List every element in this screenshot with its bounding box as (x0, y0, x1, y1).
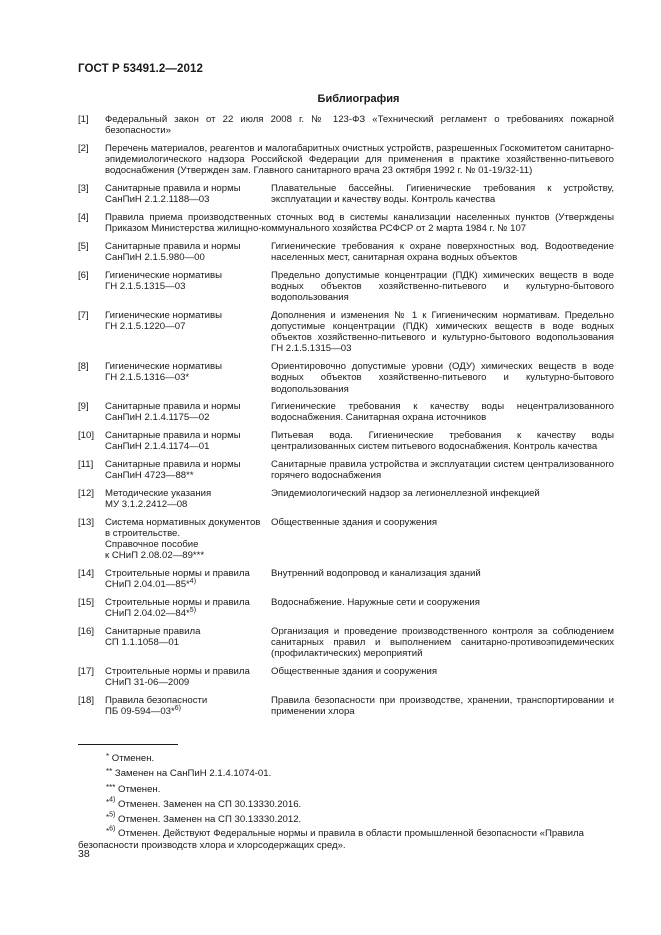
entry-number: [14] (78, 568, 95, 580)
bibliography-entry (78, 361, 614, 395)
document-type: Санитарные правила и нормы (105, 183, 241, 195)
bibliography-entry (78, 666, 614, 688)
entry-description: Питьевая вода. Гигиенические требования к качеству воды централизованных систем питьевого водоснабжения. Контроль качества (271, 430, 614, 453)
entry-document (105, 666, 270, 688)
entry-description: Ориентировочно допустимые уровни (ОДУ) химических веществ в воде водных объектов хозяйственно-питьевого и культурно-бытового водопользования (271, 361, 614, 395)
entry-number: [7] (78, 309, 89, 321)
entry-number: [1] (78, 114, 89, 125)
entry-number: [5] (78, 240, 89, 252)
bibliography-entry (78, 270, 614, 304)
document-code: к СНиП 2.08.02—89*** (105, 550, 205, 562)
document-code: СанПиН 2.1.4.1174—01 (105, 441, 210, 453)
footnote-mark (106, 813, 115, 822)
entry-document (105, 183, 270, 205)
bibliography-entry (78, 568, 614, 590)
document-type: Санитарные правила и нормы (105, 430, 241, 442)
entry-description: Плавательные бассейны. Гигиенические требования к устройству, эксплуатации и качеству воды. Контроль качества (271, 183, 614, 206)
entry-document (105, 695, 270, 717)
entry-text: Перечень материалов, реагентов и малогабаритных очистных устройств, разрешенных Госкомитетом санитарно-эпидемиологического надзора Российской Федерации для применения в практике хозяйственно-питьевого водоснабжения (Утвержден зам. Главного санитарного врача 23 октября 1992 г. № 01-19/32-11) (105, 142, 614, 177)
entry-number: [16] (78, 625, 95, 637)
document-code: СанПиН 2.1.5.980—00 (105, 252, 205, 264)
entry-document (105, 626, 270, 648)
footnote-text: Отменен. (111, 753, 155, 764)
entry-description: Эпидемиологический надзор за легионеллезной инфекцией (271, 487, 540, 499)
document-code: МУ 3.1.2.2412—08 (105, 499, 188, 511)
entry-number: [15] (78, 597, 95, 609)
entry-document (105, 568, 270, 590)
footnote-text: Отменен. (118, 783, 161, 795)
entry-number: [17] (78, 666, 95, 678)
footnote-text: Отменен. Действуют Федеральные нормы и правила в области промышленной безопасности «Правила безопасности производств хлора и хлорсодержащих сред». (78, 828, 584, 852)
document-type: в строительстве. (105, 528, 181, 540)
document-code: СНиП 31-06—2009 (105, 677, 190, 689)
entry-document (105, 517, 270, 562)
document-code-text: СНиП 2.04.01—85* (105, 579, 190, 591)
footnote (78, 826, 614, 852)
footnote-text: Отменен. Заменен на СП 30.13330.2016. (118, 798, 302, 810)
bibliography-entry (78, 143, 614, 177)
footnote (78, 765, 614, 780)
bibliography-list (78, 114, 614, 724)
footnote (78, 811, 614, 826)
entry-description: Правила безопасности при производстве, хранении, транспортировании и применении хлора (271, 694, 614, 718)
bibliography-entry (78, 310, 614, 355)
bibliography-entry (78, 459, 614, 481)
document-type: Методические указания (105, 487, 212, 499)
footnote-mark-number: 6) (109, 825, 116, 833)
document-header: ГОСТ Р 53491.2—2012 (78, 63, 203, 75)
footnote-text: Отменен. Заменен на СП 30.13330.2012. (118, 814, 302, 826)
document-type: Санитарные правила (105, 625, 201, 637)
document-type: Гигиенические нормативы (105, 269, 222, 281)
document-code: ГН 2.1.5.1220—07 (105, 321, 186, 333)
bibliography-entry (78, 183, 614, 205)
bibliography-entry (78, 241, 614, 263)
entry-document (105, 597, 270, 619)
footnote-ref: 6) (174, 704, 181, 712)
entry-description: Предельно допустимые концентрации (ПДК) химических веществ в воде водных объектов хозяйственно-питьевого и культурно-бытового водопользования (271, 269, 614, 304)
footnote-mark-star: * (106, 813, 110, 823)
document-code-text: СНиП 2.04.02—84* (105, 608, 190, 620)
entry-description: Водоснабжение. Наружные сети и сооружения (271, 597, 480, 609)
entry-document (105, 459, 270, 481)
entry-number: [3] (78, 183, 89, 195)
entry-document (105, 401, 270, 423)
entry-number: [18] (78, 694, 95, 706)
document-code: СанПиН 2.1.2.1188—03 (105, 194, 210, 206)
page-number: 38 (78, 848, 90, 860)
footnote-mark-number: 4) (109, 796, 116, 804)
document-code: ГН 2.1.5.1315—03 (105, 280, 186, 292)
entry-document (105, 241, 270, 263)
section-title: Библиография (317, 93, 400, 105)
entry-description: Гигиенические требования к качеству воды нецентрализованного водоснабжения. Санитарная охрана источников (271, 401, 614, 424)
document-code (105, 608, 270, 619)
entry-text: Федеральный закон от 22 июля 2008 г. № 123-ФЗ «Технический регламент о требованиях пожарной безопасности» (105, 114, 614, 137)
entry-description: Общественные здания и сооружения (271, 666, 438, 678)
footnote (78, 781, 614, 796)
footnote-separator (78, 744, 178, 745)
entry-number: [12] (78, 487, 95, 499)
entry-description: Внутренний водопровод и канализация зданий (271, 568, 481, 580)
entry-description: Дополнения и изменения № 1 к Гигиеническим нормативам. Предельно допустимые концентрации (ПДК) химических веществ в воде водных объектов хозяйственно-питьевого и культурно-бытового водопользования ГН 2.1.5.1315—03 (271, 309, 614, 355)
bibliography-entry (78, 114, 614, 136)
document-code (105, 706, 270, 717)
document-type: Строительные нормы и правила (105, 568, 250, 580)
document-code-text: ПБ 09-594—03* (105, 706, 175, 718)
footnote-mark-star: * (106, 797, 110, 807)
footnotes (78, 750, 614, 852)
entry-document (105, 488, 270, 510)
bibliography-entry (78, 430, 614, 452)
entry-description: Санитарные правила устройства и эксплуатации систем централизованного горячего водоснабжения (271, 459, 614, 482)
document-type: Санитарные правила и нормы (105, 240, 241, 252)
entry-number: [9] (78, 401, 89, 413)
entry-number: [11] (78, 459, 94, 471)
entry-number: [6] (78, 269, 89, 281)
bibliography-entry (78, 626, 614, 660)
footnote-mark: ** (106, 767, 113, 777)
document-type: Строительные нормы и правила (105, 597, 250, 609)
footnote-mark-number: 5) (109, 811, 116, 819)
entry-document (105, 430, 270, 452)
entry-number: [10] (78, 430, 95, 442)
footnote (78, 750, 614, 765)
footnote-mark-star: * (106, 827, 110, 837)
document-code: СанПиН 4723—88** (105, 470, 194, 482)
document-code (105, 579, 270, 590)
document-code: СП 1.1.1058—01 (105, 637, 180, 649)
document-type: Санитарные правила и нормы (105, 459, 241, 471)
entry-number: [2] (78, 142, 89, 154)
document-type: Справочное пособие (105, 539, 199, 551)
entry-document (105, 310, 270, 332)
document-type: Санитарные правила и нормы (105, 401, 241, 413)
entry-text: Правила приема производственных сточных вод в системы канализации населенных пунктов (Утверждены Приказом Министерства жилищно-коммунального хозяйства РСФСР от 2 марта 1984 г. № 107 (105, 211, 614, 235)
document-type: Гигиенические нормативы (105, 309, 222, 321)
bibliography-entry (78, 401, 614, 423)
document-code: СанПиН 2.1.4.1175—02 (105, 412, 210, 424)
document-code: ГН 2.1.5.1316—03* (105, 372, 190, 384)
footnote-ref: 5) (189, 607, 197, 615)
document-type: Гигиенические нормативы (105, 361, 222, 373)
footnote-ref: 4) (189, 578, 197, 586)
document-type: Строительные нормы и правила (105, 666, 250, 678)
entry-number: [8] (78, 361, 89, 373)
bibliography-entry (78, 597, 614, 619)
footnote-text: Заменен на СанПиН 2.1.4.1074-01. (114, 768, 272, 780)
footnote-mark (106, 827, 115, 836)
document-type: Система нормативных документов (105, 516, 261, 528)
entry-document (105, 361, 270, 383)
bibliography-entry (78, 695, 614, 717)
footnote-mark (106, 798, 115, 807)
entry-description: Гигиенические требования к охране поверхностных вод. Водоотведение населенных мест, санитарная охрана водных объектов (271, 240, 614, 264)
footnote (78, 796, 614, 811)
bibliography-entry (78, 212, 614, 234)
entry-number: [13] (78, 516, 95, 528)
document-type: Правила безопасности (105, 694, 208, 706)
entry-description: Общественные здания и сооружения (271, 516, 438, 528)
entry-description: Организация и проведение производственного контроля за соблюдением санитарных правил и выполнением санитарно-противоэпидемических (профилактических) мероприятий (271, 625, 614, 660)
bibliography-entry (78, 517, 614, 562)
footnote-mark: * (106, 752, 110, 761)
entry-number: [4] (78, 211, 89, 223)
entry-document (105, 270, 270, 292)
footnote-mark: *** (106, 782, 116, 792)
bibliography-entry (78, 488, 614, 510)
